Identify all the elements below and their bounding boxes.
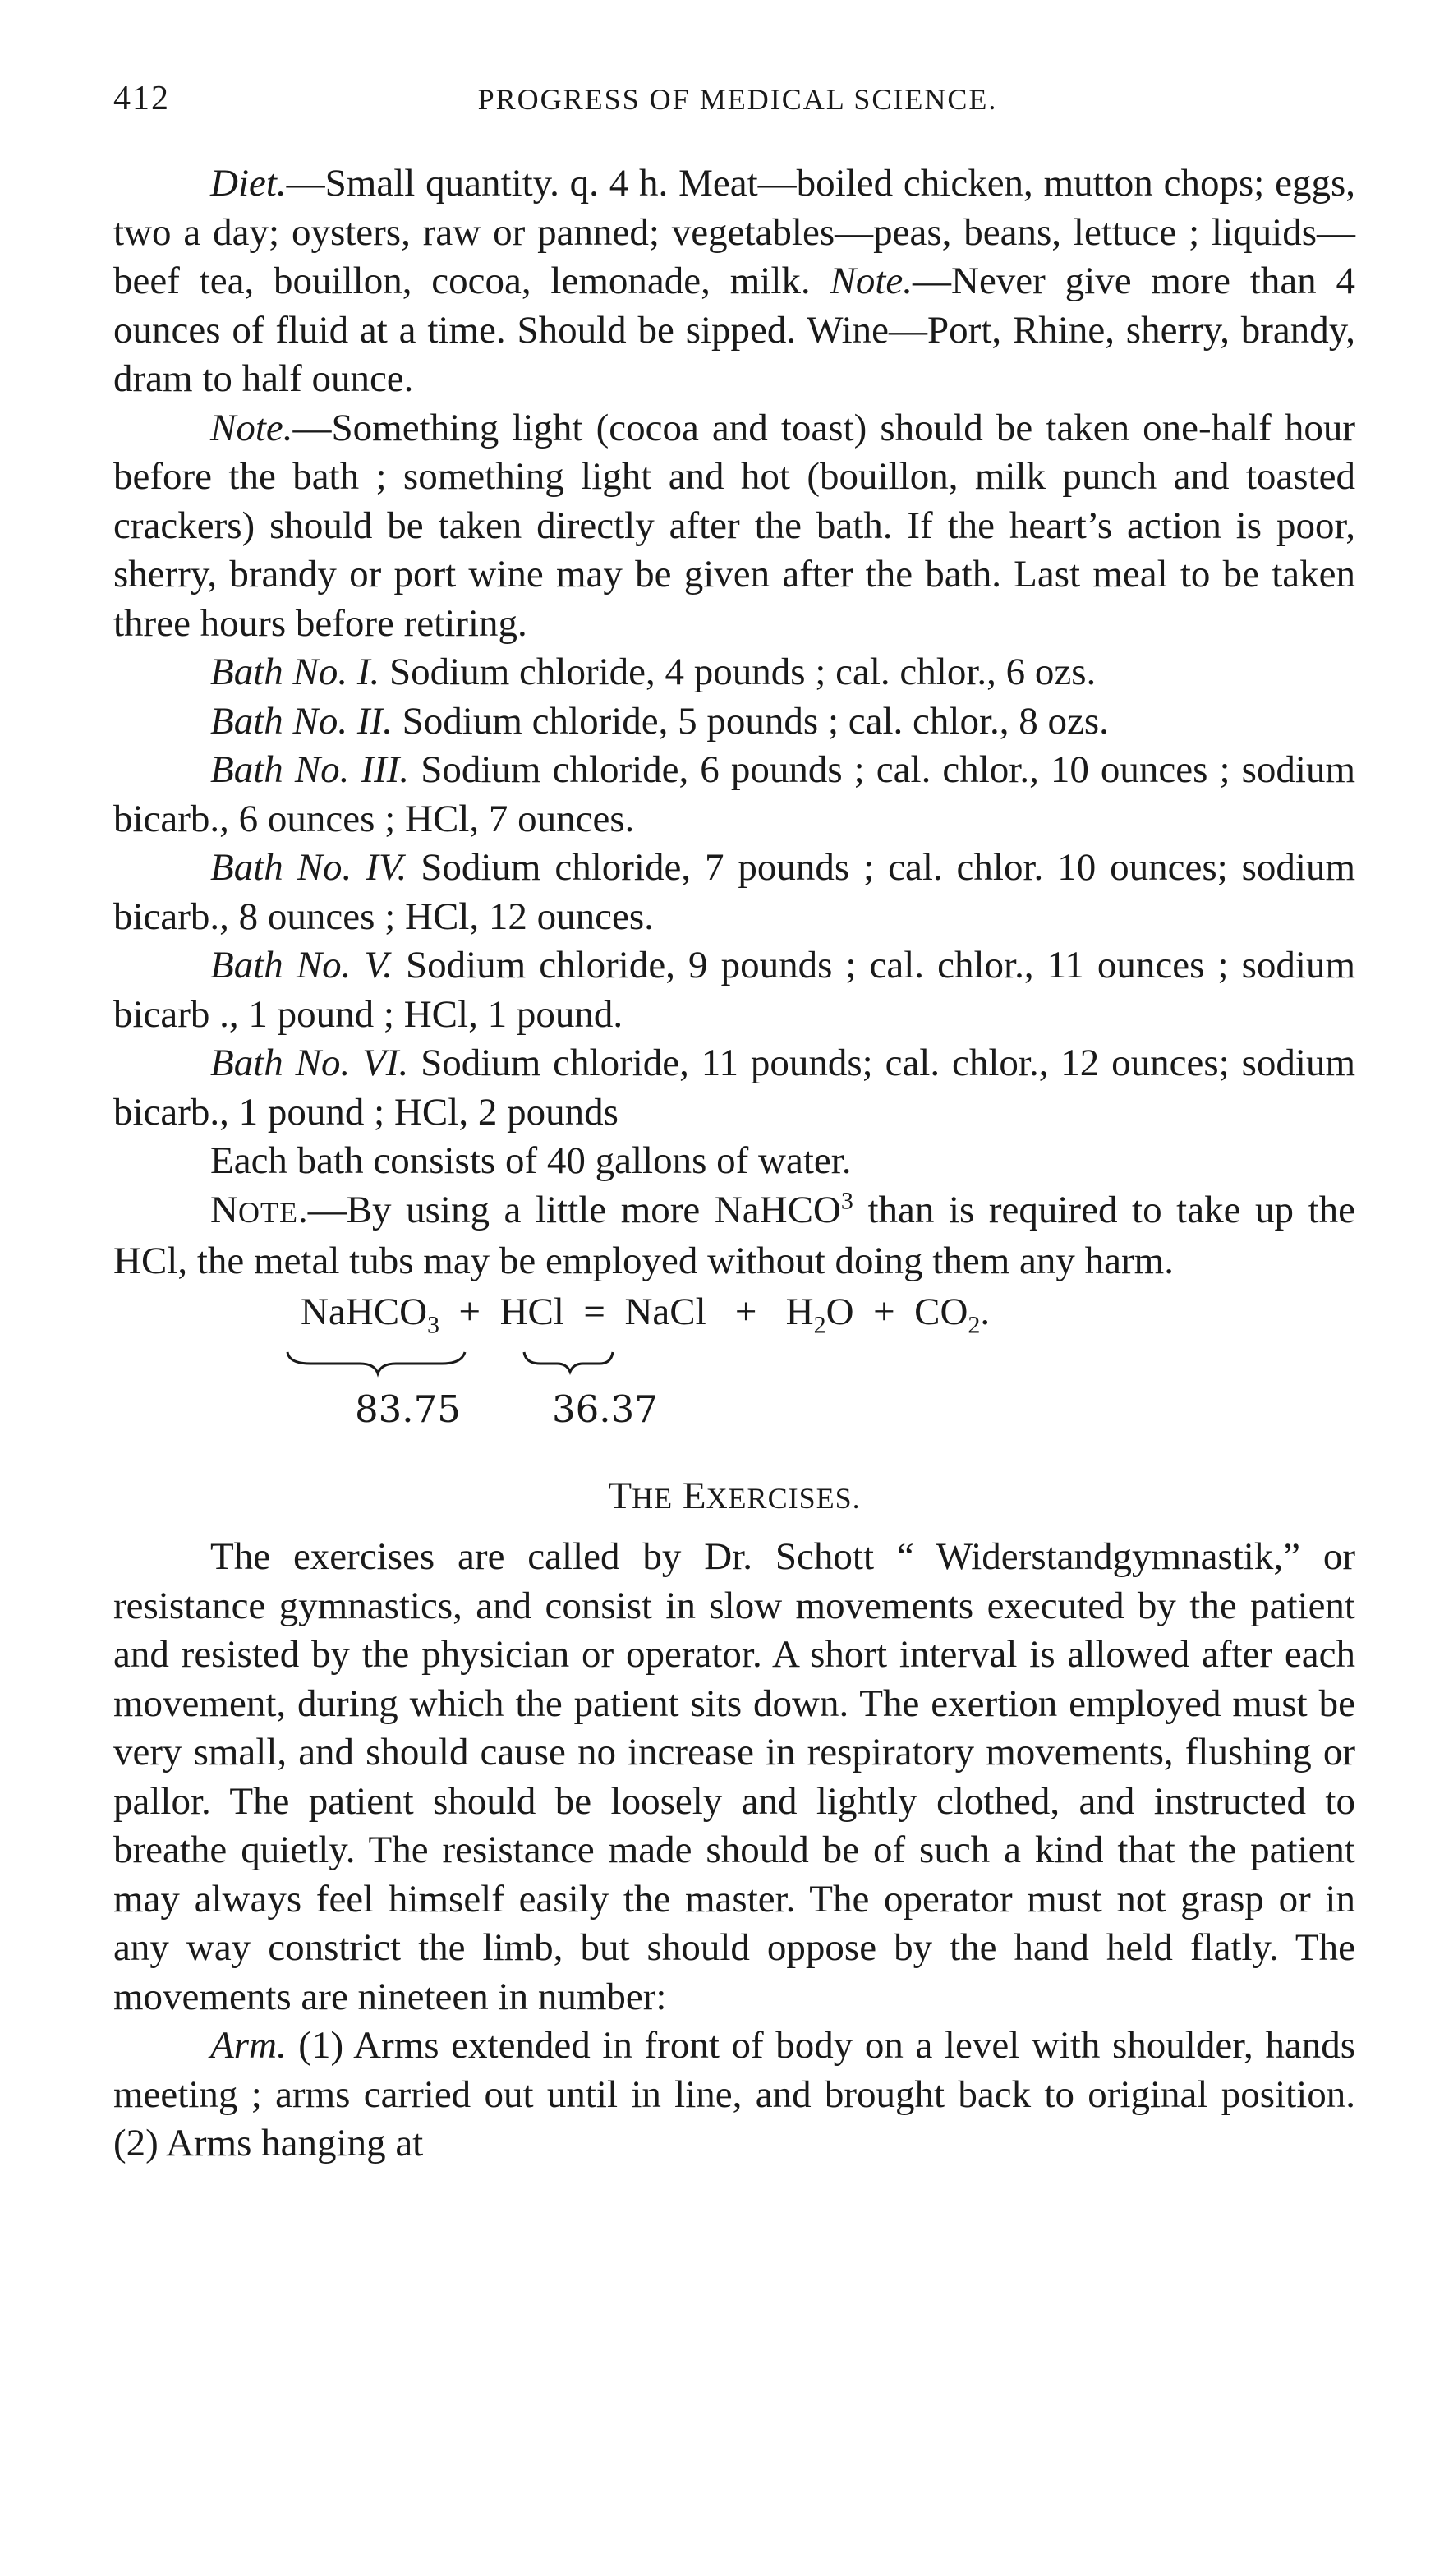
exercises-paragraph: The exercises are called by Dr. Schott “ Widerstandgymnastik,” or resistance gymnastics, and consist in slow movements executed by the patient and resisted by the physician or operator. A short interval is allowed after each movement, during which the patient sits down. The exertion employed must be very small, and should cause no increase in respiratory movements, flushing or pallor. The patient should be loosely and lightly clothed, and instructed to breathe quietly. The resistance made should be of such a kind that the patient may always feel himself easily the master. The operator must not grasp or in any way constrict the limb, but should oppose by the hand held flatly. The movements are nineteen in number: [113, 1535, 1355, 2018]
eq-subscript: 2 [968, 1310, 981, 1338]
page-header [113, 79, 1362, 128]
eq-operator: = [583, 1290, 605, 1333]
running-title: PROGRESS OF MEDICAL SCIENCE. [477, 83, 998, 116]
bath-note-paragraph [113, 404, 1355, 649]
arm-label: Arm. [210, 2024, 287, 2067]
tubs-note-label-rest: OTE [237, 1195, 298, 1229]
page-number: 412 [113, 80, 170, 117]
molar-mass-sodium-bicarbonate: 83.75 [355, 1387, 461, 1431]
bath-volume: Each bath consists of 40 gallons of water. [210, 1139, 852, 1182]
bath-label: Bath No. III. [210, 748, 410, 791]
tubs-note-text: .—By using a little more NaHCO [297, 1188, 841, 1231]
bath-text: Sodium chloride, 5 pounds ; cal. chlor., 8 ozs. [402, 699, 1109, 743]
bath-recipe [113, 697, 1355, 747]
diet-note-text: —Never give more than 4 ounces of fluid at a time. Should be sipped. Wine—Port, Rhine, sherry, brandy, dram to half ounce. [113, 260, 1355, 400]
bath-recipe [113, 941, 1355, 1039]
eq-term: NaCl [624, 1290, 706, 1333]
bath-label: Bath No. V. [210, 944, 393, 987]
bath-text: Sodium chloride, 7 pounds ; cal. chlor. 10 ounces; sodium bicarb., 8 ounces ; HCl, 12 ounces. [113, 846, 1356, 938]
bath-text: Sodium chloride, 9 pounds ; cal. chlor., 11 ounces ; sodium bicarb ., 1 pound ; HCl, 1 pound. [113, 944, 1356, 1036]
eq-term: H [785, 1290, 814, 1333]
bath-text: Sodium chloride, 4 pounds ; cal. chlor., 6 ozs. [389, 651, 1097, 693]
underbrace-left [287, 1352, 465, 1373]
section-title: THE EXERCISES. [608, 1474, 861, 1517]
diet-text: —Small quantity. q. 4 h. Meat—boiled chicken, mutton chops; eggs, two a day; oysters, raw or panned; vegetables—peas, beans, lettuce ; liquids—beef tea, bouillon, cocoa, lemonade, milk. [113, 162, 1355, 302]
eq-term: O [825, 1290, 854, 1333]
underbraces [113, 1288, 853, 1395]
bath-recipe [113, 648, 1355, 697]
bath-note-text: —Something light (cocoa and toast) should be taken one-half hour before the bath ; something light and hot (bouillon, milk punch and toasted crackers) should be taken directly after the bath. If the heart’s action is poor, sherry, brandy or port wine may be given after the bath. Last meal to be taken three hours before retiring. [113, 406, 1355, 645]
arm-text: (1) Arms extended in front of body on a level with shoulder, hands meeting ; arms carried out until in line, and brought back to original position. (2) Arms hanging at [113, 2024, 1355, 2164]
bath-label: Bath No. IV. [210, 846, 407, 889]
tubs-note-paragraph [113, 1186, 1355, 1286]
eq-term: NaHCO [301, 1290, 428, 1333]
underbrace-right [524, 1352, 613, 1372]
bath-text: Sodium chloride, 11 pounds; cal. chlor., 12 ounces; sodium bicarb., 1 pound ; HCl, 2 pounds [113, 1042, 1355, 1134]
diet-paragraph [113, 159, 1355, 404]
chemical-equation [113, 1288, 1355, 1452]
diet-label: Diet. [210, 162, 287, 205]
eq-subscript: 3 [427, 1310, 440, 1338]
eq-term: . [980, 1290, 991, 1333]
eq-operator: + [734, 1290, 757, 1333]
bath-recipe [113, 746, 1355, 844]
bath-recipe [113, 844, 1355, 941]
eq-term: CO [914, 1290, 968, 1333]
diet-note-label: Note. [830, 260, 913, 302]
tubs-note-superscript: 3 [840, 1186, 853, 1214]
body-text [113, 159, 1355, 2169]
bath-note-label: Note. [210, 406, 293, 449]
eq-operator: + [873, 1290, 895, 1333]
eq-operator: + [458, 1290, 481, 1333]
eq-subscript: 2 [813, 1310, 826, 1338]
bath-label: Bath No. VI. [210, 1042, 409, 1084]
molar-mass-hydrochloric-acid: 36.37 [552, 1387, 658, 1431]
bath-label: Bath No. II. [210, 699, 393, 743]
bath-label: Bath No. I. [210, 651, 380, 693]
arm-paragraph [113, 2022, 1355, 2169]
bath-recipe [113, 1039, 1355, 1137]
eq-term: HCl [499, 1290, 564, 1333]
tubs-note-text-end: than is required to take up the HCl, the metal tubs may be employed without doing them any harm. [113, 1188, 1355, 1282]
tubs-note-label-initial: N [210, 1188, 238, 1231]
bath-text: Sodium chloride, 6 pounds ; cal. chlor., 10 ounces ; sodium bicarb., 6 ounces ; HCl, 7 ounces. [113, 748, 1356, 840]
